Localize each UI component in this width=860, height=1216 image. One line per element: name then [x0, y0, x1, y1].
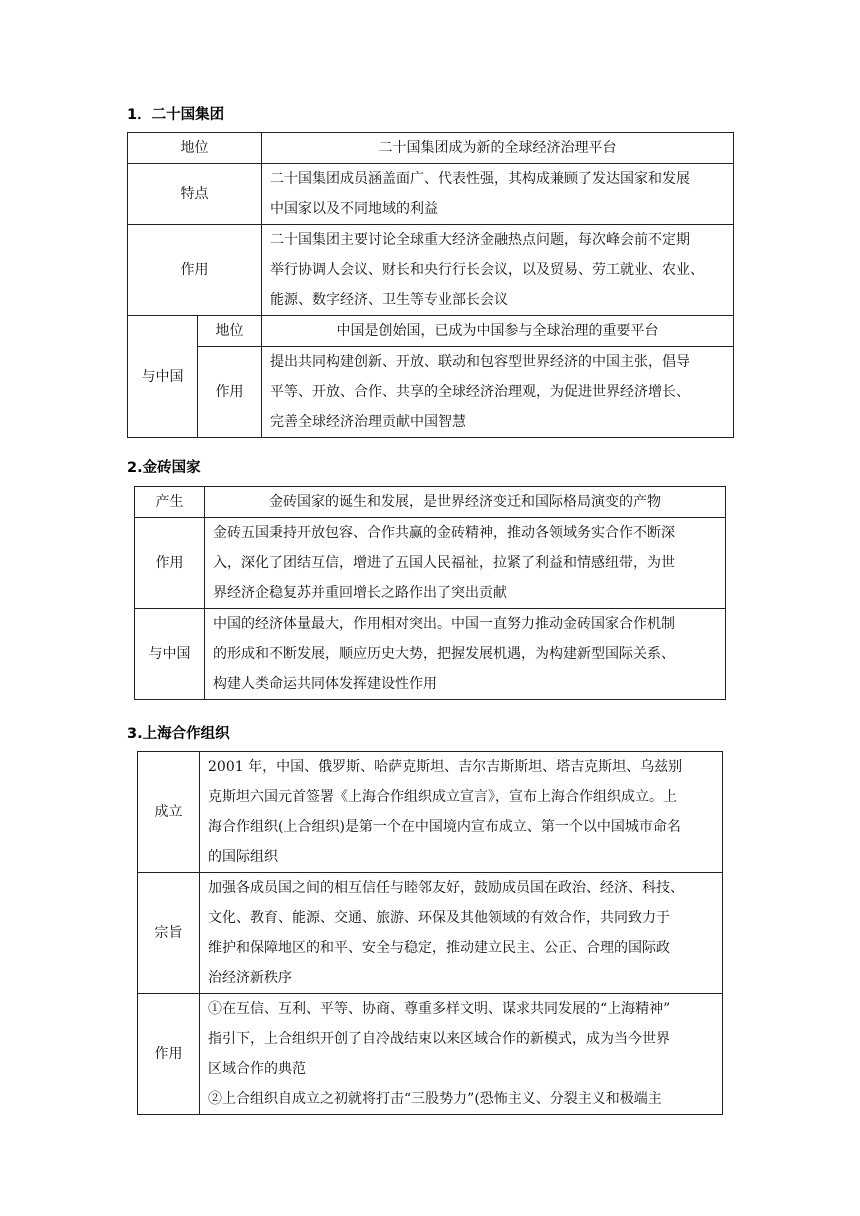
brics-role-text — [205, 518, 726, 609]
brics-role-label: 作用 — [135, 518, 205, 609]
text-line: 治经济新秩序 — [208, 970, 292, 986]
text-line: 构建人类命运共同体发挥建设性作用 — [213, 676, 437, 692]
text-line: 中国家以及不同地域的利益 — [270, 201, 438, 217]
text-line: 界经济企稳复苏并重回增长之路作出了突出贡献 — [213, 585, 507, 601]
text-line: 平等、开放、合作、共享的全球经济治理观，为促进世界经济增长、 — [270, 384, 690, 400]
text-line: ②上合组织自成立之初就将打击“三股势力”(恐怖主义、分裂主义和极端主 — [208, 1091, 662, 1107]
text-line: 2001 年，中国、俄罗斯、哈萨克斯坦、吉尔吉斯斯坦、塔吉克斯坦、乌兹别 — [208, 759, 683, 775]
g20-china-role-text — [262, 347, 734, 438]
g20-position-label: 地位 — [128, 133, 262, 164]
brics-origin-label: 产生 — [135, 487, 205, 518]
text-line: 的国际组织 — [208, 849, 278, 865]
sco-table — [137, 751, 723, 1115]
text-line: 文化、教育、能源、交通、旅游、环保及其他领域的有效合作，共同致力于 — [208, 910, 670, 926]
sco-role-text — [200, 994, 723, 1115]
sco-purpose-text — [200, 873, 723, 994]
text-line: 克斯坦六国元首签署《上海合作组织成立宣言》，宣布上海合作组织成立。上 — [208, 789, 677, 805]
g20-role-label: 作用 — [128, 225, 262, 316]
brics-china-label: 与中国 — [135, 609, 205, 700]
text-line: 中国的经济体量最大，作用相对突出。中国一直努力推动金砖国家合作机制 — [213, 616, 675, 632]
g20-role-text — [262, 225, 734, 316]
g20-features-text — [262, 164, 734, 225]
section-title-g20: 1．二十国集团 — [127, 107, 225, 123]
text-line: 的形成和不断发展，顺应历史大势，把握发展机遇，为构建新型国际关系、 — [213, 646, 675, 662]
g20-table — [127, 132, 734, 438]
g20-position-text: 二十国集团成为新的全球经济治理平台 — [262, 133, 734, 164]
text-line: 能源、数字经济、卫生等专业部长会议 — [270, 292, 508, 308]
text-line: 完善全球经济治理贡献中国智慧 — [270, 414, 466, 430]
brics-origin-text: 金砖国家的诞生和发展，是世界经济变迁和国际格局演变的产物 — [205, 487, 726, 518]
text-line: ①在互信、互利、平等、协商、尊重多样文明、谋求共同发展的“上海精神” — [208, 1001, 671, 1017]
sco-founding-text — [200, 752, 723, 873]
brics-china-text — [205, 609, 726, 700]
section-title-sco: 3.上海合作组织 — [127, 726, 230, 742]
text-line: 海合作组织(上合组织)是第一个在中国境内宣布成立、第一个以中国城市命名 — [208, 819, 681, 835]
g20-china-position-text: 中国是创始国，已成为中国参与全球治理的重要平台 — [262, 316, 734, 347]
text-line: 二十国集团成员涵盖面广、代表性强，其构成兼顾了发达国家和发展 — [270, 171, 690, 187]
text-line: 二十国集团主要讨论全球重大经济金融热点问题，每次峰会前不定期 — [270, 232, 690, 248]
g20-china-role-label: 作用 — [198, 347, 262, 438]
text-line: 区域合作的典范 — [208, 1061, 306, 1077]
text-line: 维护和保障地区的和平、安全与稳定，推动建立民主、公正、合理的国际政 — [208, 940, 670, 956]
brics-table — [134, 486, 726, 700]
text-line: 举行协调人会议、财长和央行行长会议，以及贸易、劳工就业、农业、 — [270, 262, 704, 278]
text-line: 指引下，上合组织开创了自冷战结束以来区域合作的新模式，成为当今世界 — [208, 1031, 670, 1047]
text-line: 金砖五国秉持开放包容、合作共赢的金砖精神，推动各领域务实合作不断深 — [213, 525, 675, 541]
sco-role-label: 作用 — [138, 994, 200, 1115]
text-line: 入，深化了团结互信，增进了五国人民福祉，拉紧了利益和情感纽带，为世 — [213, 555, 675, 571]
section-title-brics: 2.金砖国家 — [127, 460, 201, 476]
g20-china-label: 与中国 — [128, 316, 198, 438]
text-line: 提出共同构建创新、开放、联动和包容型世界经济的中国主张，倡导 — [270, 354, 690, 370]
sco-purpose-label: 宗旨 — [138, 873, 200, 994]
g20-china-position-label: 地位 — [198, 316, 262, 347]
sco-founding-label: 成立 — [138, 752, 200, 873]
text-line: 加强各成员国之间的相互信任与睦邻友好，鼓励成员国在政治、经济、科技、 — [208, 880, 684, 896]
g20-features-label: 特点 — [128, 164, 262, 225]
